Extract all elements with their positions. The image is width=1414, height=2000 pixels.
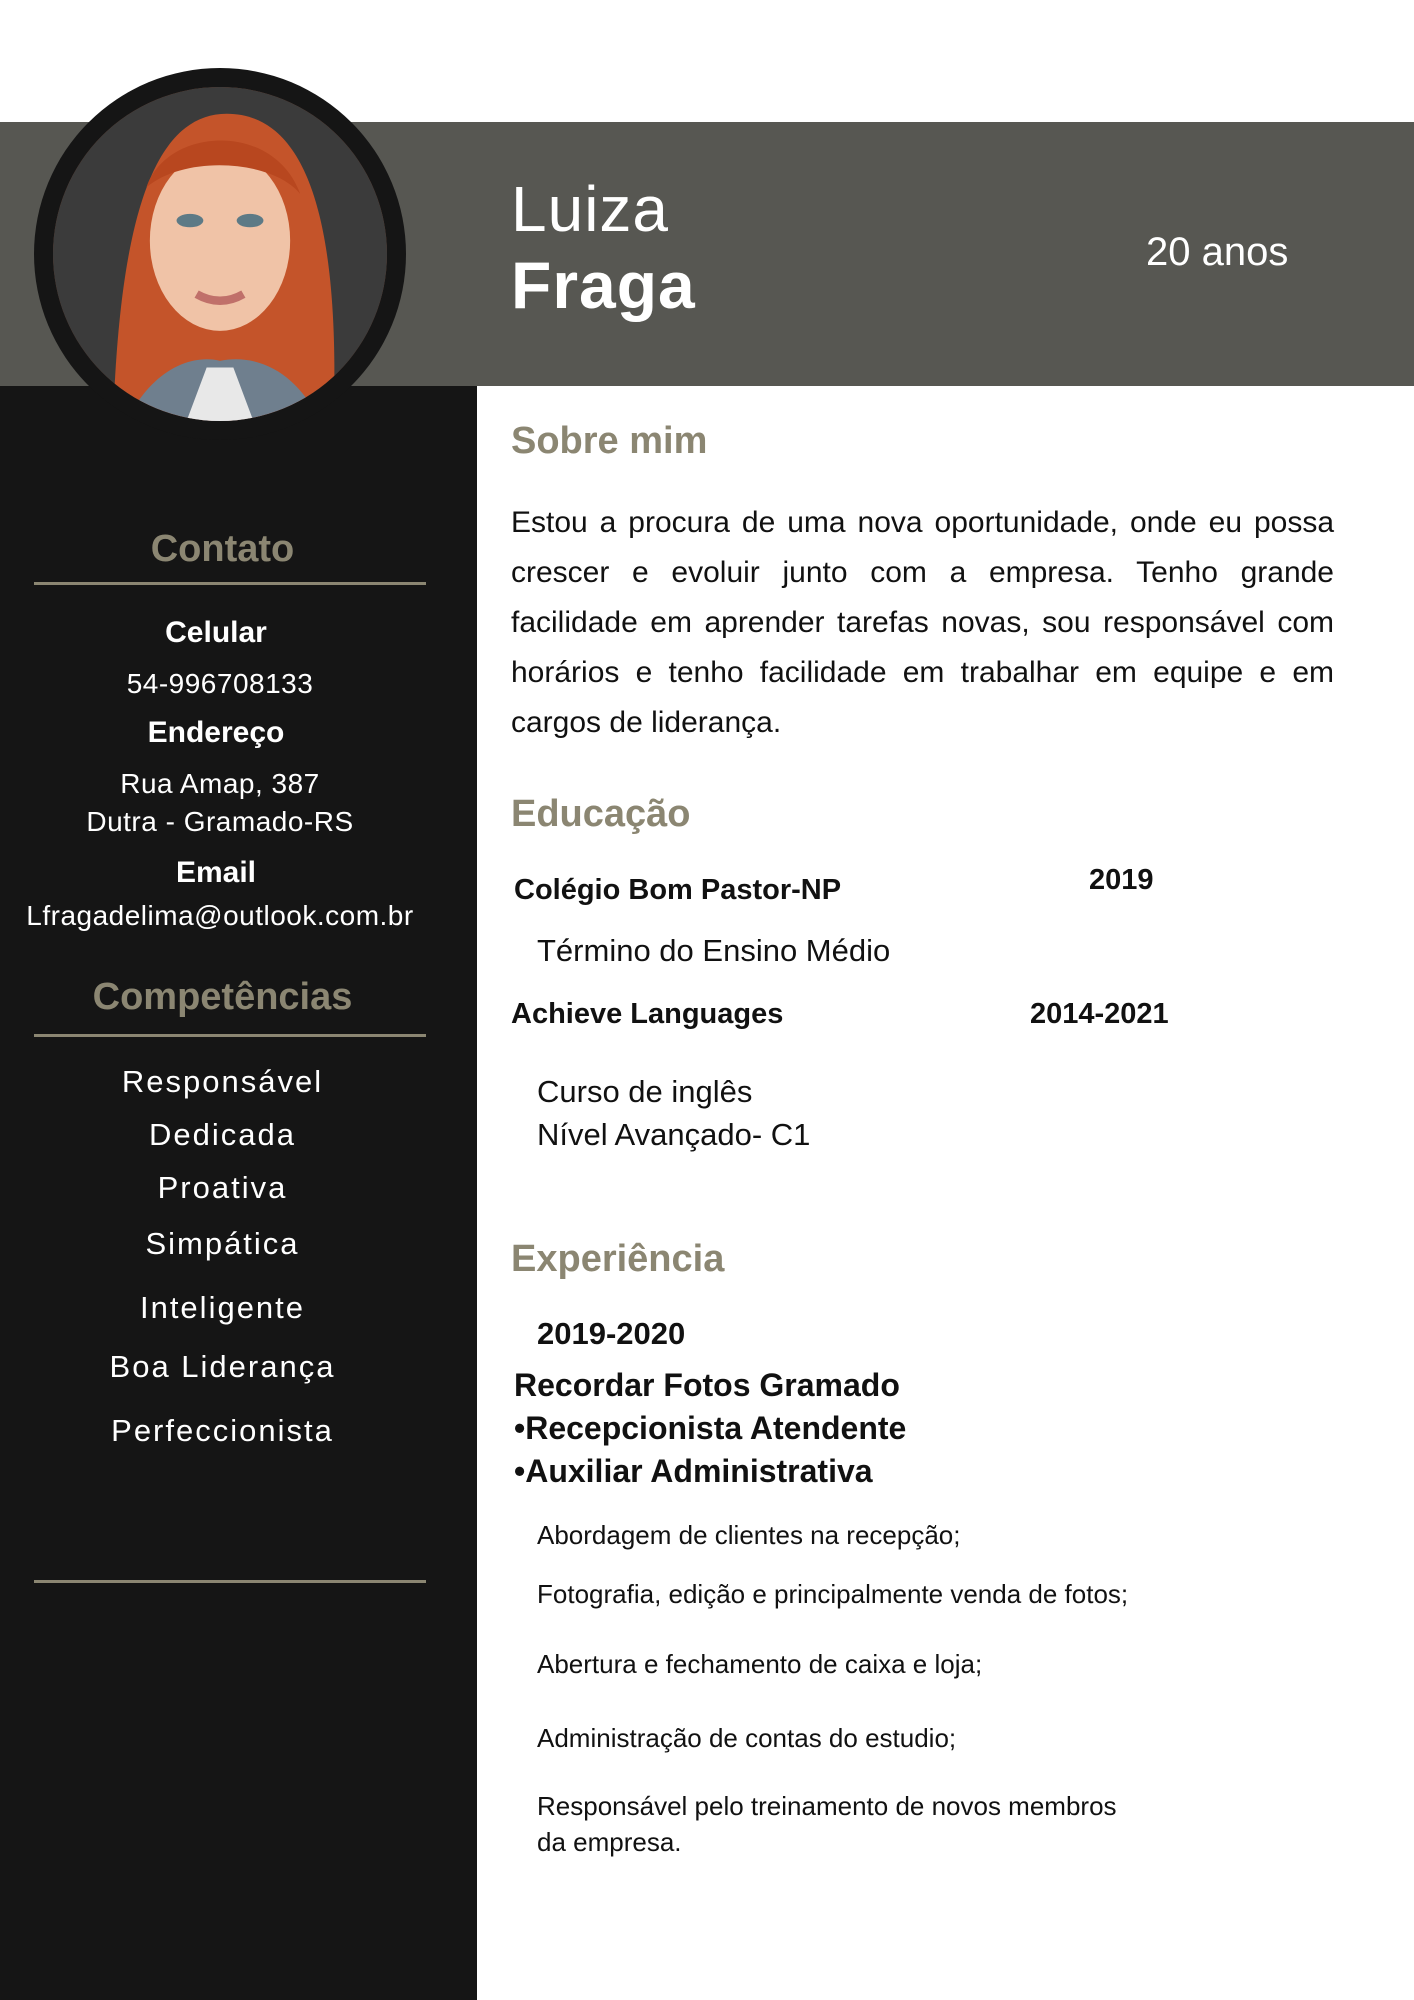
age: 20 anos xyxy=(1146,230,1289,274)
skill-item: Inteligente xyxy=(139,1290,306,1325)
education-school-name: Colégio Bom Pastor-NP xyxy=(514,874,842,906)
education-year: 2019 xyxy=(1089,864,1154,896)
skill-item: Simpática xyxy=(145,1226,300,1261)
portrait-illustration xyxy=(53,87,387,421)
education-year: 2014-2021 xyxy=(1030,998,1169,1030)
about-text: Estou a procura de uma nova oportunidade, onde eu possa crescer e evoluir junto com a empresa. Tenho grande facilidade em aprender tarefas novas, sou responsável com horários e tenho facilidade em trabalhar em equipe e em cargos de liderança. xyxy=(511,506,1334,739)
skill-item: Responsável xyxy=(121,1064,324,1099)
phone-value: 54-996708133 xyxy=(126,668,314,699)
experience-task: Abertura e fechamento de caixa e loja; xyxy=(537,1649,983,1679)
experience-task: Administração de contas do estudio; xyxy=(537,1723,957,1753)
education-description: Término do Ensino Médio xyxy=(537,933,891,968)
about-title: Sobre mim xyxy=(511,420,708,462)
contact-divider xyxy=(34,582,426,585)
experience-task: Fotografia, edição e principalmente venda de fotos; xyxy=(537,1579,1129,1609)
skills-heading: Competências xyxy=(92,976,353,1018)
email-label: Email xyxy=(175,856,257,889)
education-description: Curso de inglês xyxy=(537,1074,753,1109)
address-label: Endereço xyxy=(147,716,285,749)
education-description: Nível Avançado- C1 xyxy=(537,1117,811,1152)
experience-title: Experiência xyxy=(511,1238,725,1280)
education-school-name: Achieve Languages xyxy=(511,998,784,1030)
experience-role: •Recepcionista Atendente xyxy=(514,1410,907,1446)
skills-divider xyxy=(34,1034,426,1037)
experience-company: Recordar Fotos Gramado xyxy=(514,1367,900,1403)
skill-item: Perfeccionista xyxy=(111,1413,334,1448)
email-value: Lfragadelima@outlook.com.br xyxy=(26,900,414,931)
profile-photo-image xyxy=(53,87,387,421)
experience-task: Abordagem de clientes na recepção; xyxy=(537,1520,961,1550)
skill-item: Dedicada xyxy=(149,1117,296,1152)
education-title: Educação xyxy=(511,793,691,835)
skill-item: Proativa xyxy=(157,1170,288,1205)
contact-heading: Contato xyxy=(150,528,295,570)
address-line-2: Dutra - Gramado-RS xyxy=(86,806,354,837)
phone-label: Celular xyxy=(165,616,267,649)
sidebar-bottom-divider xyxy=(34,1580,426,1583)
profile-photo xyxy=(34,68,406,440)
first-name: Luiza xyxy=(511,173,669,245)
experience-task: da empresa. xyxy=(537,1827,682,1857)
skill-item: Boa Liderança xyxy=(109,1349,336,1384)
experience-task: Responsável pelo treinamento de novos membros xyxy=(537,1791,1117,1821)
experience-period: 2019-2020 xyxy=(537,1316,686,1351)
experience-role: •Auxiliar Administrativa xyxy=(514,1453,873,1489)
last-name: Fraga xyxy=(511,248,696,322)
address-line-1: Rua Amap, 387 xyxy=(120,768,320,799)
